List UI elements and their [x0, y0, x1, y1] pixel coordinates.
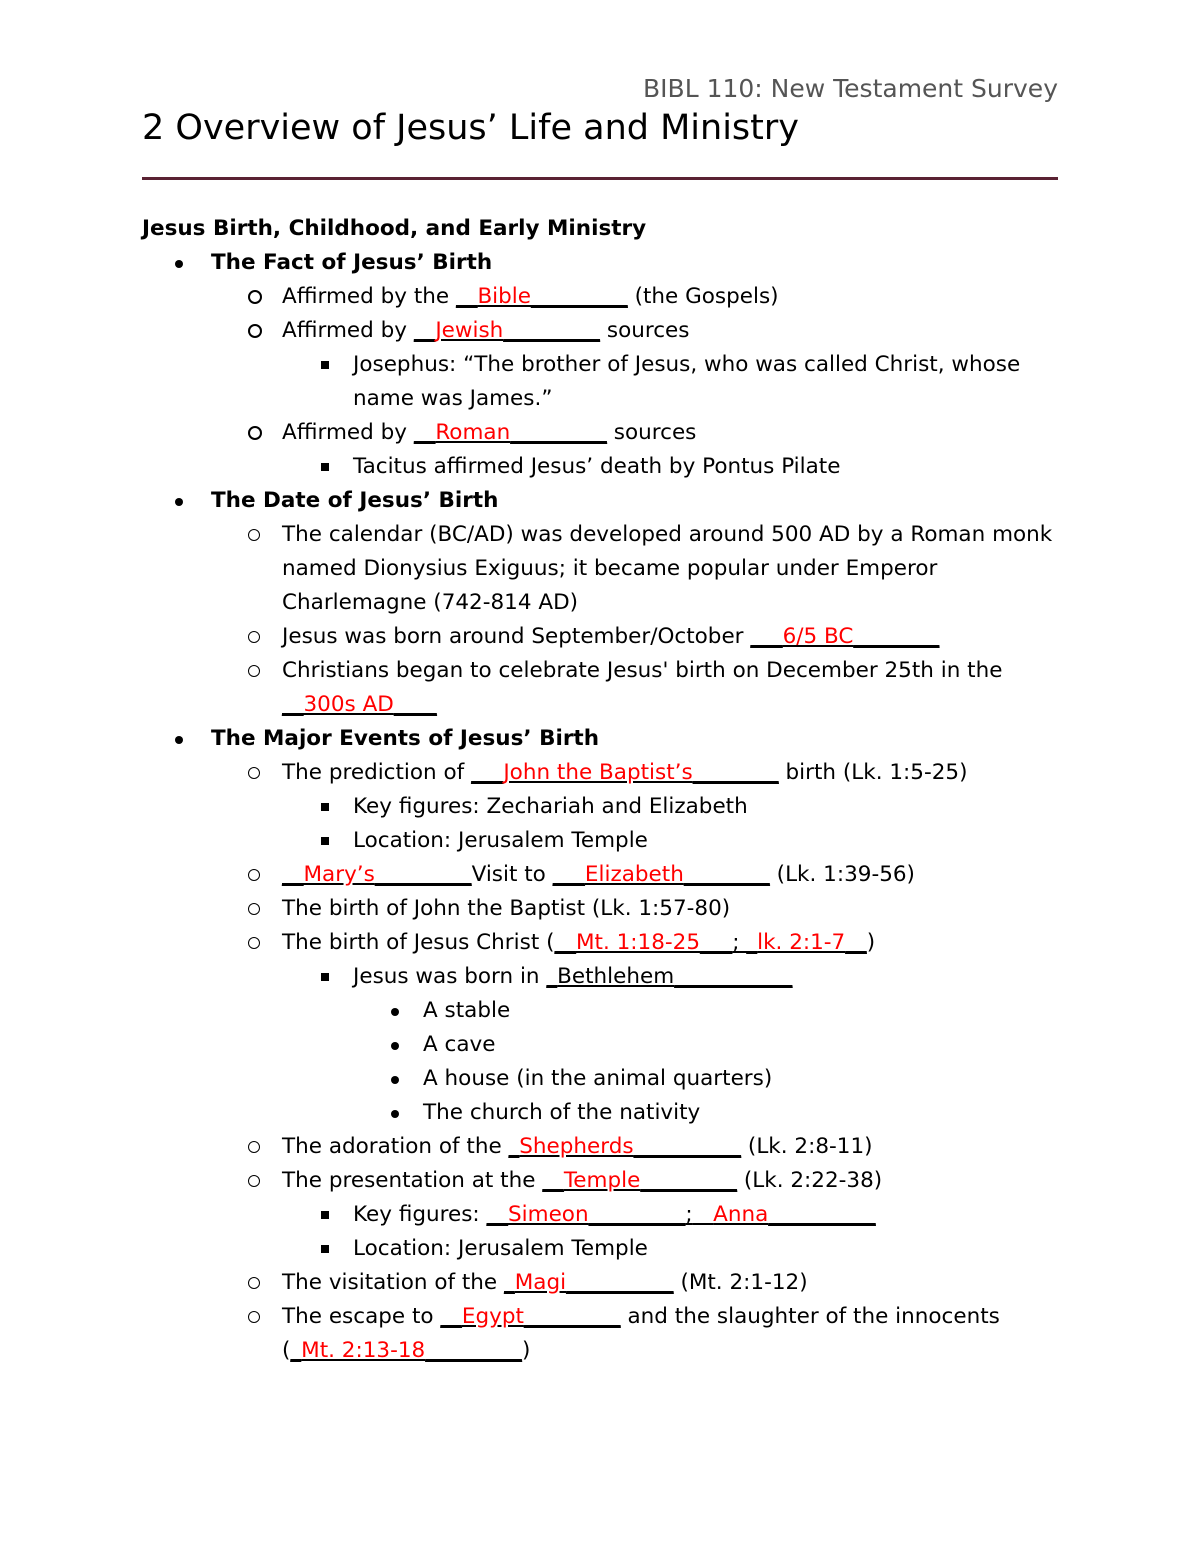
item-text: (: [282, 1338, 291, 1363]
answer-text: Shepherds: [519, 1134, 634, 1159]
blank: _________: [523, 1304, 621, 1329]
list-item: [142, 1096, 1062, 1130]
blank: _________: [503, 318, 601, 343]
answer-text: Elizabeth: [584, 862, 684, 887]
blank: _________: [531, 284, 628, 309]
blank: __: [282, 862, 304, 887]
item-text: The escape to: [282, 1304, 441, 1329]
item-text: Location: Jerusalem Temple: [353, 828, 648, 853]
item-text: sources: [600, 318, 690, 343]
item-text: A stable: [423, 998, 511, 1023]
list-item: [142, 892, 1062, 926]
item-text: Christians began to celebrate Jesus' birth on December 25th in the: [282, 658, 1003, 683]
blank: __: [440, 1304, 462, 1329]
list-item: [142, 858, 1062, 892]
blank: ________: [683, 862, 770, 887]
item-text: ): [521, 1338, 531, 1363]
blank: __: [845, 930, 867, 955]
answer-text: Temple: [563, 1168, 641, 1193]
bullet-icon: [391, 1076, 399, 1084]
list-item: [142, 654, 1062, 688]
item-text: A cave: [423, 1032, 496, 1057]
blank: ________: [853, 624, 940, 649]
square-bullet-icon: [321, 837, 329, 845]
square-bullet-icon: [321, 803, 329, 811]
answer-text: Simeon: [508, 1202, 589, 1227]
item-text: Visit to: [471, 862, 553, 887]
events-heading: The Major Events of Jesus’ Birth: [211, 726, 600, 751]
tacitus-note: Tacitus affirmed Jesus’ death by Pontus Pilate: [353, 454, 841, 479]
list-item-continuation: [142, 688, 1062, 722]
item-text: The prediction of: [282, 760, 472, 785]
item-text: Jesus was born around September/October: [282, 624, 751, 649]
blank: __________: [768, 1202, 876, 1227]
circle-bullet-icon: [248, 937, 260, 949]
item-text: ;: [685, 1202, 693, 1227]
circle-bullet-icon: [248, 869, 260, 881]
answer-text: Roman: [435, 420, 511, 445]
item-text: (Lk. 2:22-38): [737, 1168, 883, 1193]
list-item: [142, 1300, 1062, 1334]
item-text: Key figures: Zechariah and Elizabeth: [353, 794, 748, 819]
circle-bullet-icon: [248, 290, 262, 304]
list-item: [142, 960, 1062, 994]
list-item: [142, 450, 1062, 484]
list-item: [142, 620, 1062, 654]
blank: _: [739, 930, 758, 955]
list-item: [142, 722, 1062, 756]
blank: _________: [510, 420, 607, 445]
circle-bullet-icon: [248, 1175, 260, 1187]
list-item: [142, 1130, 1062, 1164]
list-item: [142, 824, 1062, 858]
bullet-icon: [175, 498, 183, 506]
answer-text: Jewish: [435, 318, 504, 343]
list-item: [142, 484, 1062, 518]
item-text: birth (Lk. 1:5-25): [778, 760, 968, 785]
answer-text: 300s AD: [303, 692, 394, 717]
title-divider: [142, 177, 1058, 180]
answer-text: Mary’s: [303, 862, 375, 887]
circle-bullet-icon: [248, 631, 260, 643]
blank: ___: [700, 930, 733, 955]
bullet-icon: [391, 1042, 399, 1050]
list-item: [142, 518, 1062, 620]
item-text: The birth of Jesus Christ (: [282, 930, 555, 955]
blank: ________: [692, 760, 779, 785]
square-bullet-icon: [321, 463, 329, 471]
answer-text: Bethlehem: [557, 964, 675, 989]
circle-bullet-icon: [248, 903, 260, 915]
item-text: A house (in the animal quarters): [423, 1066, 773, 1091]
item-text: The birth of John the Baptist (Lk. 1:57-80): [282, 896, 731, 921]
item-text: The adoration of the: [282, 1134, 509, 1159]
blank: _________: [640, 1168, 738, 1193]
circle-bullet-icon: [248, 665, 260, 677]
item-text: (Lk. 1:39-56): [769, 862, 915, 887]
list-item: [142, 1198, 1062, 1232]
fact-heading: The Fact of Jesus’ Birth: [211, 250, 493, 275]
bullet-icon: [391, 1110, 399, 1118]
blank: _________: [425, 1338, 522, 1363]
answer-text: Bible: [477, 284, 532, 309]
page-title: 2 Overview of Jesus’ Life and Ministry: [142, 108, 799, 148]
section-heading: Jesus Birth, Childhood, and Early Ministry: [142, 216, 647, 241]
notes-content: [142, 212, 1062, 1368]
item-text: ;: [732, 930, 740, 955]
item-text: Key figures:: [353, 1202, 487, 1227]
square-bullet-icon: [321, 973, 329, 981]
item-text: Affirmed by: [282, 420, 414, 445]
blank: _________: [374, 862, 472, 887]
item-text: Location: Jerusalem Temple: [353, 1236, 648, 1261]
blank: ___: [552, 862, 585, 887]
list-item: [142, 790, 1062, 824]
item-text: Affirmed by: [282, 318, 414, 343]
blank: __: [455, 284, 478, 309]
blank: ___________: [674, 964, 793, 989]
blank: __: [413, 420, 436, 445]
circle-bullet-icon: [248, 1277, 260, 1289]
bullet-icon: [391, 1008, 399, 1016]
item-text: (the Gospels): [627, 284, 779, 309]
circle-bullet-icon: [248, 324, 262, 338]
josephus-quote: Josephus: “The brother of Jesus, who was called Christ, whose name was James.”: [353, 352, 1021, 411]
list-item: [142, 756, 1062, 790]
list-item: [142, 1062, 1062, 1096]
blank: __________: [566, 1270, 674, 1295]
list-item: [142, 314, 1062, 348]
item-text: (Lk. 2:8-11): [741, 1134, 873, 1159]
bullet-icon: [175, 260, 183, 268]
blank: _: [290, 1338, 302, 1363]
item-text: and the slaughter of the innocents: [620, 1304, 1000, 1329]
answer-text: Egypt: [461, 1304, 524, 1329]
square-bullet-icon: [321, 1211, 329, 1219]
blank: __________: [633, 1134, 742, 1159]
calendar-note: The calendar (BC/AD) was developed around 500 AD by a Roman monk named Dionysius Exiguus; it became popular under Emperor Charlemagne (742-814 AD): [282, 522, 1053, 615]
item-text: Jesus was born in: [353, 964, 547, 989]
blank: __: [486, 1202, 509, 1227]
list-item: [142, 1164, 1062, 1198]
answer-text: Magi: [514, 1270, 567, 1295]
answer-text: Mt. 2:13-18: [301, 1338, 426, 1363]
answer-text: 6/5 BC: [782, 624, 854, 649]
blank: ___: [471, 760, 504, 785]
square-bullet-icon: [321, 1245, 329, 1253]
list-item: [142, 246, 1062, 280]
item-text: The visitation of the: [282, 1270, 504, 1295]
list-item: [142, 280, 1062, 314]
list-item: [142, 348, 1062, 416]
answer-text: lk. 2:1-7: [757, 930, 846, 955]
list-item: [142, 994, 1062, 1028]
list-item: [142, 1028, 1062, 1062]
circle-bullet-icon: [248, 1141, 260, 1153]
item-text: Affirmed by the: [282, 284, 456, 309]
item-text: The presentation at the: [282, 1168, 543, 1193]
circle-bullet-icon: [248, 767, 260, 779]
bullet-icon: [175, 736, 183, 744]
date-heading: The Date of Jesus’ Birth: [211, 488, 499, 513]
list-item: [142, 1266, 1062, 1300]
blank: _: [504, 1270, 515, 1295]
item-text: sources: [606, 420, 697, 445]
circle-bullet-icon: [248, 1311, 260, 1323]
blank: _________: [588, 1202, 686, 1227]
course-header: BIBL 110: New Testament Survey: [643, 74, 1058, 103]
blank: __: [554, 930, 576, 955]
list-item: [142, 416, 1062, 450]
blank: ___: [750, 624, 783, 649]
answer-text: Mt. 1:18-25: [575, 930, 701, 955]
item-text: (Mt. 2:1-12): [673, 1270, 808, 1295]
answer-text: John the Baptist’s: [503, 760, 693, 785]
blank: __: [413, 318, 436, 343]
blank: [693, 1202, 714, 1227]
blank: _: [546, 964, 558, 989]
list-item-continuation: [142, 1334, 1062, 1368]
item-text: ): [866, 930, 876, 955]
blank: _: [508, 1134, 520, 1159]
circle-bullet-icon: [248, 426, 262, 440]
list-item: [142, 1232, 1062, 1266]
square-bullet-icon: [321, 361, 329, 369]
circle-bullet-icon: [248, 529, 260, 541]
list-item: [142, 926, 1062, 960]
blank: ____: [393, 692, 437, 717]
item-text: The church of the nativity: [423, 1100, 701, 1125]
blank: __: [542, 1168, 564, 1193]
answer-text: Anna: [713, 1202, 769, 1227]
blank: __: [282, 692, 304, 717]
